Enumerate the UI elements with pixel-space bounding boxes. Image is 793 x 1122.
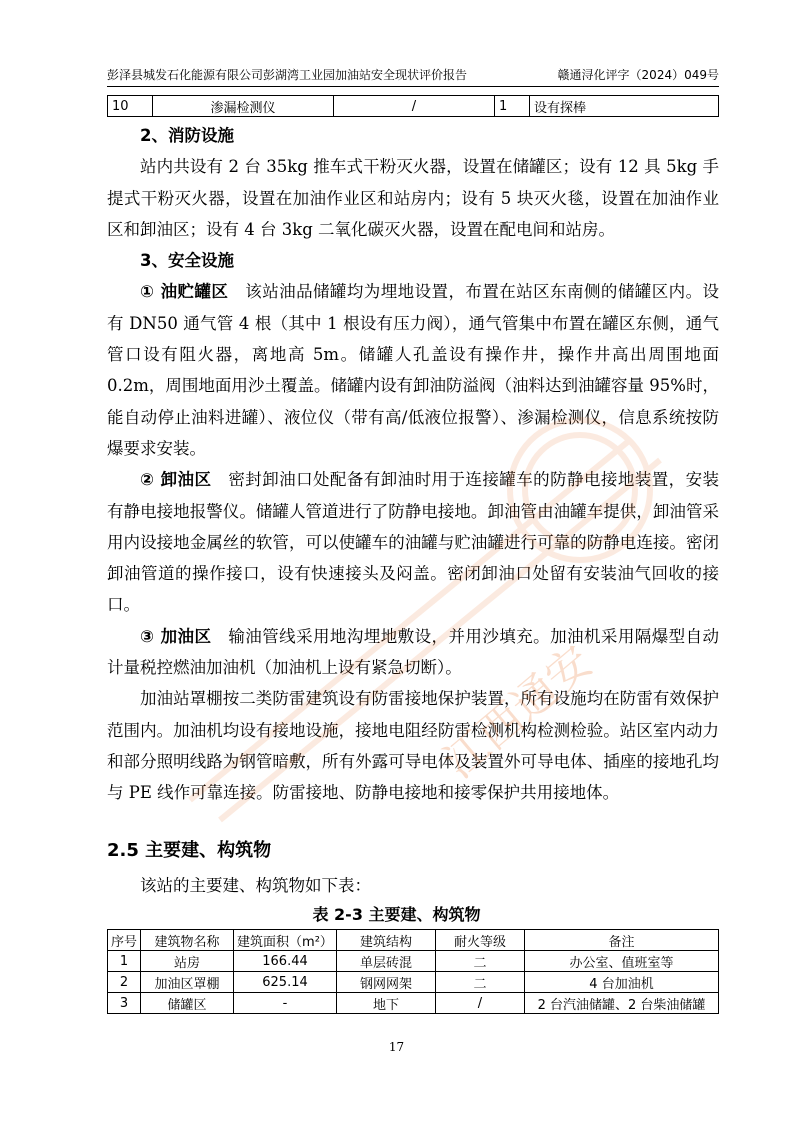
table-cell: 625.14 (234, 972, 337, 993)
table-cell: 单层砖混 (337, 951, 436, 972)
table-cell: 二 (436, 972, 525, 993)
table-row (108, 96, 719, 117)
report-title: 彭泽县城发石化能源有限公司彭湖湾工业园加油站安全现状评价报告 (107, 68, 468, 82)
col-header: 建筑物名称 (141, 930, 234, 951)
table-cell: 二 (436, 951, 525, 972)
cell-note: 设有探棒 (530, 96, 719, 117)
unload-label: ② 卸油区 (140, 470, 212, 490)
col-header: 建筑结构 (337, 930, 436, 951)
page-header (107, 64, 719, 86)
fuel-paragraph (107, 621, 719, 684)
unload-paragraph (107, 464, 719, 620)
table-row (108, 993, 719, 1014)
unload-text: 密封卸油口处配备有卸油时用于连接罐车的防静电接地装置，安装有静电接地报警仪。储罐人管道进行了防静电接地。卸油管由油罐车提供，卸油管采用内设接地金属丝的软管，可以使罐车的油罐与贮油罐进行可靠的防静电连接。密闭卸油管道的操作接口，设有快速接头及闷盖。密闭卸油口处留有安装油气回收的接口。 (107, 470, 719, 615)
table-cell: 3 (108, 993, 141, 1014)
table-cell: / (436, 993, 525, 1014)
section-title: 2.5 主要建、构筑物 (107, 840, 272, 861)
table-cell: - (234, 993, 337, 1014)
col-header: 建筑面积（m²） (234, 930, 337, 951)
table-cell: 加油区罩棚 (141, 972, 234, 993)
tank-label: ① 油贮罐区 (140, 282, 229, 302)
tank-paragraph (107, 276, 719, 464)
document-number: 赣通浔化评字（2024）049号 (557, 68, 719, 82)
table-cell: 1 (108, 951, 141, 972)
table-cell: 办公室、值班室等 (525, 951, 719, 972)
col-header: 耐火等级 (436, 930, 525, 951)
cell-no: 10 (108, 96, 153, 117)
buildings-table (107, 929, 719, 1014)
lightning-paragraph: 加油站罩棚按二类防雷建筑设有防雷接地保护装置，所有设施均在防雷有效保护范围内。加油机均设有接地设施，接地电阻经防雷检测机构检测检验。站区室内动力和部分照明线路为钢管暗敷，所有外露可导电体及装置外可导电体、插座的接地孔均与 PE 线作可靠连接。防雷接地、防静电接地和接零保护共用接地体。 (107, 689, 719, 803)
table-row (108, 951, 719, 972)
table-cell: 2 台汽油储罐、2 台柴油储罐 (525, 993, 719, 1014)
table-cell: 166.44 (234, 951, 337, 972)
col-header: 序号 (108, 930, 141, 951)
fire-heading: 2、消防设施 (140, 126, 234, 145)
table-row (108, 972, 719, 993)
table-header-row (108, 930, 719, 951)
body-content (107, 120, 719, 809)
fuel-label: ③ 加油区 (140, 626, 212, 646)
table-cell: 2 (108, 972, 141, 993)
table-cell: 站房 (141, 951, 234, 972)
table-cell: 地下 (337, 993, 436, 1014)
tank-text: 该站油品储罐均为埋地设置，布置在站区东南侧的储罐区内。设有 DN50 通气管 4 根（其中 1 根设有压力阀），通气管集中布置在罐区东侧，通气管口设有阻火器，离地高 5m。储罐人孔盖设有操作井，操作井高出周围地面 0.2m，周围地面用沙土覆盖。储罐内设有卸油防溢阀（油料达到油罐容量 95%时，能自动停止油料进罐）、液位仪（带有高/低液位报警）、渗漏检测仪，信息系统按防爆要求安装。 (107, 282, 720, 458)
col-header: 备注 (525, 930, 719, 951)
header-divider (107, 86, 719, 87)
cell-name: 渗漏检测仪 (153, 96, 334, 117)
equipment-table-tail (107, 95, 719, 117)
cell-model: / (334, 96, 495, 117)
table-cell: 储罐区 (141, 993, 234, 1014)
table-cell: 钢网网架 (337, 972, 436, 993)
fire-paragraph: 站内共设有 2 台 35kg 推车式干粉灭火器，设置在储罐区；设有 12 具 5kg 手提式干粉灭火器，设置在加油作业区和站房内；设有 5 块灭火毯，设置在加油作业区和卸油区；设有 4 台 3kg 二氧化碳灭火器，设置在配电间和站房。 (107, 157, 719, 239)
table-cell: 4 台加油机 (525, 972, 719, 993)
cell-qty: 1 (495, 96, 530, 117)
watermark-text: 江西通安 (434, 636, 602, 789)
table-caption: 表 2-3 主要建、构筑物 (312, 905, 481, 924)
fuel-text: 输油管线采用地沟埋地敷设，并用沙填充。加油机采用隔爆型自动计量税控燃油加油机（加油机上设有紧急切断）。 (107, 626, 719, 678)
safety-heading: 3、安全设施 (140, 251, 234, 271)
section-intro: 该站的主要建、构筑物如下表： (140, 876, 371, 895)
page-number: 17 (388, 1040, 405, 1054)
